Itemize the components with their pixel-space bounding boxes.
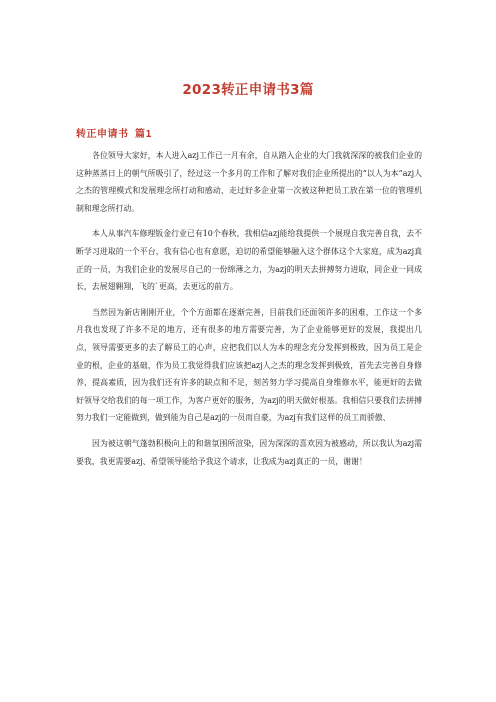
- document-body: [76, 147, 422, 478]
- section-heading: 转正申请书 篇1: [76, 129, 153, 140]
- paragraph-4: 因为被这朝气蓬勃积极向上的和谐氛围所渲染，因为深深的喜欢因为被感动，所以我认为azj需要我，我更需要azj、希望领导能给予我这个请求，让我成为azj真正的一员，谢谢！: [76, 438, 422, 466]
- document-title: 2023转正申请书3篇: [182, 82, 314, 98]
- paragraph-3: 当然因为新店刚刚开业，个个方面都在逐渐完善，目前我们还面领许多的困难，工作这一个多月我也发现了许多不足的地方，还有很多的地方需要完善，为了企业能够更好的发展，我提出几点，领导需要更多的去了解员工的心声，应把我们以人为本的理念充分发挥到极致，因为员工是企业的根，企业的基础，作为员工我觉得我们应该把azj人之杰的理念发挥到极致，首先去完善自身修养，提高素质，因为我们还有许多的缺点和不足，刻苦努力学习提高自身维修水平，能更好的去做好领导交给我们的每一项工作，为客户更好的服务，为azj的明天做好根基。我相信只要我们去拼搏努力我们一定能做到，做到能为自己是azj的一员而自豪，为azj有我们这样的员工而骄傲、: [76, 307, 422, 423]
- paragraph-1: 各位领导大家好，本人进入azj工作已一月有余，自从踏入企业的大门我就深深的被我们企业的这种蒸蒸日上的朝气所吸引了，经过这一个多月的工作和了解对我们企业所提出的“以人为本”azj人之杰的管理模式和发展理念所打动和感动，走过好多企业第一次被这种把员工放在第一位的管理机制和理念所打动。: [76, 151, 422, 213]
- paragraph-2: 本人从事汽车修理钣金行业已有10个春秋，我相信azj能给我提供一个展现自我完善自我，去不断学习进取的一个平台，我有信心也有意愿，迫切的希望能够融入这个群体这个大家庭，成为azj真正的一员，为我们企业的发展尽自己的一份绵薄之力，为azj的明天去拼搏努力进取，同企业一同成长，去展翅翱翔，飞的`更高，去更远的前方。: [76, 229, 422, 292]
